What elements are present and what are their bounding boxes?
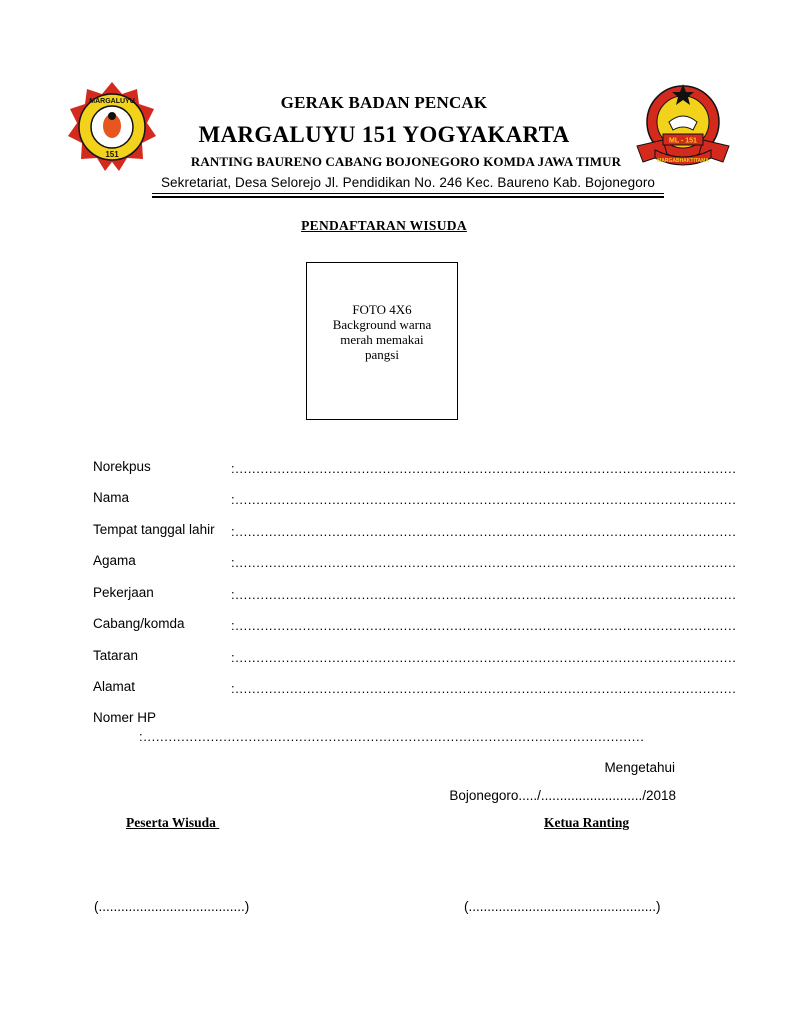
header-divider-thin — [152, 193, 664, 194]
place-date-field[interactable]: Bojonegoro...../.........................../2018 — [449, 788, 676, 803]
signature-chairman-line[interactable]: (..................................................) — [464, 899, 661, 914]
field-label-pekerjaan: Pekerjaan — [93, 585, 154, 600]
org-address: Sekretariat, Desa Selorejo Jl. Pendidikan No. 246 Kec. Baureno Kab. Bojonegoro — [160, 175, 656, 190]
field-label-tataran: Tataran — [93, 648, 139, 663]
photo-text-line4: pangsi — [365, 347, 399, 362]
header-divider-thick — [152, 196, 664, 198]
field-label-tempat-tanggal-lahir: Tempat tanggal lahir — [93, 522, 215, 537]
signature-participant-title: Peserta Wisuda — [126, 815, 220, 830]
field-input-nama[interactable]: :....................................................................................................................... — [231, 492, 737, 507]
field-input-cabang-komda[interactable]: :....................................................................................................................... — [231, 618, 737, 633]
field-label-alamat: Alamat — [93, 679, 136, 694]
logo-right-motto: MARGABHAKTITAMA — [657, 158, 709, 164]
field-label-cabang-komda: Cabang/komda — [93, 616, 185, 631]
field-label-nama: Nama — [93, 490, 130, 505]
logo-left-number: 151 — [105, 150, 119, 159]
signature-chairman-title: Ketua Ranting — [544, 815, 630, 830]
photo-placeholder-text — [306, 302, 458, 362]
field-input-pekerjaan[interactable]: :....................................................................................................................... — [231, 587, 737, 602]
photo-text-line1: FOTO 4X6 — [352, 302, 412, 317]
field-input-alamat[interactable]: :....................................................................................................................... — [231, 681, 737, 696]
org-name-line2: MARGALUYU 151 YOGYAKARTA — [198, 122, 570, 147]
logo-right-badge-text: ML - 151 — [669, 137, 697, 145]
field-label-agama: Agama — [93, 553, 136, 568]
photo-text-line3: merah memakai — [340, 332, 424, 347]
field-input-tempat-tanggal-lahir[interactable]: :....................................................................................................................... — [231, 524, 737, 539]
field-input-agama[interactable]: :....................................................................................................................... — [231, 555, 737, 570]
photo-text-line2: Background warna — [332, 317, 432, 332]
org-branch-line: RANTING BAURENO CABANG BOJONEGORO KOMDA JAWA TIMUR — [190, 154, 622, 169]
signature-participant-line[interactable]: (.......................................) — [94, 899, 250, 914]
acknowledged-label: Mengetahui — [604, 760, 675, 775]
form-title: PENDAFTARAN WISUDA — [301, 218, 467, 233]
field-input-tataran[interactable]: :....................................................................................................................... — [231, 650, 737, 665]
field-input-nomer-hp[interactable]: :....................................................................................................................... — [139, 729, 645, 744]
field-input-norekpus[interactable]: :....................................................................................................................... — [231, 461, 737, 476]
field-label-nomer-hp: Nomer HP — [93, 710, 157, 725]
field-label-norekpus: Norekpus — [93, 459, 151, 474]
logo-left-text: MARGALUYU — [89, 98, 135, 105]
org-name-line1: GERAK BADAN PENCAK — [280, 93, 488, 112]
